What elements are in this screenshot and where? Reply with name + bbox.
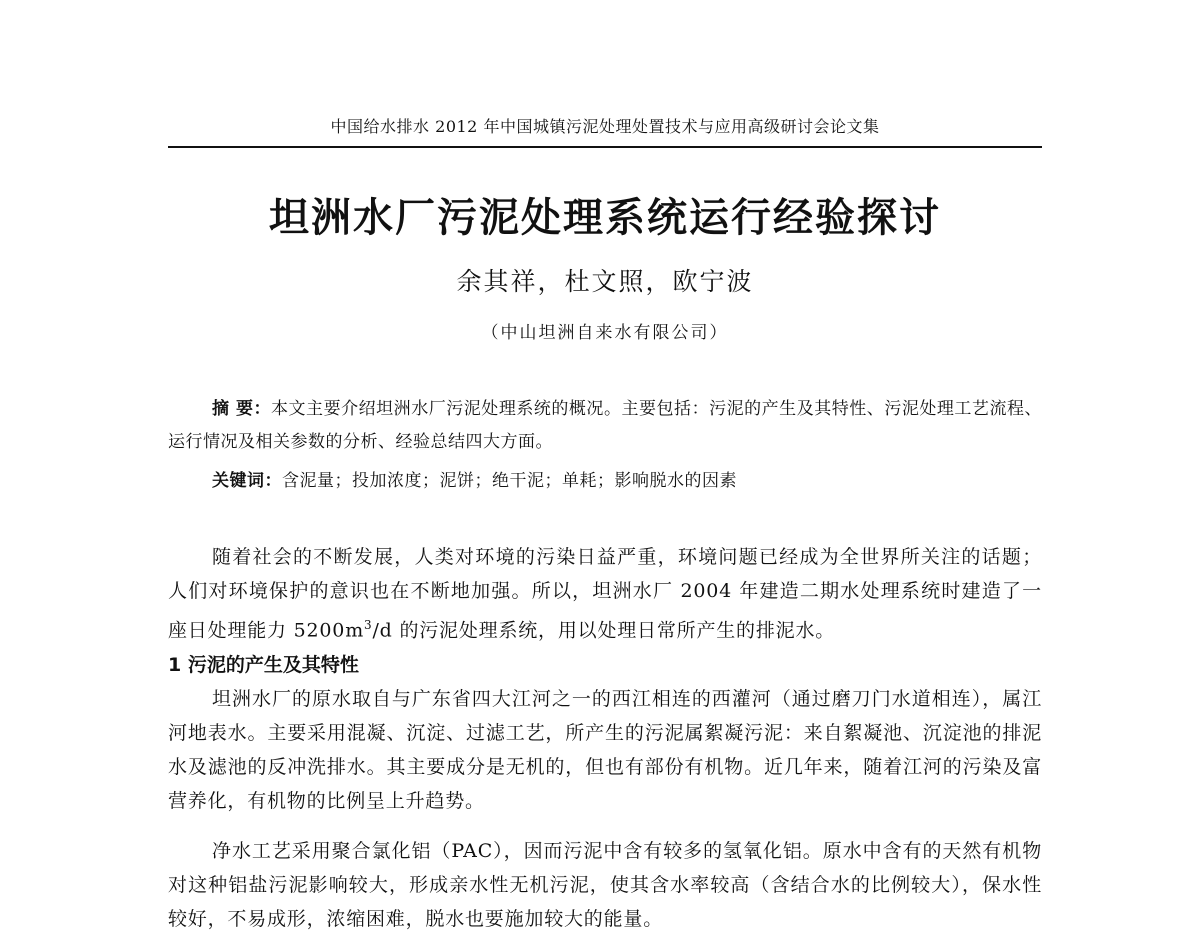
abstract [168,393,1042,459]
abstract-text: 本文主要介绍坦洲水厂污泥处理系统的概况。主要包括：污泥的产生及其特性、污泥处理工艺流程、运行情况及相关参数的分析、经验总结四大方面。 [168,399,1042,452]
keywords-label: 关键词： [212,471,282,491]
authors: 余其祥，杜文照，欧宁波 [456,267,754,296]
abstract-label: 摘 要： [212,399,272,419]
intro-superscript: 3 [364,618,373,632]
intro-text-after: /d 的污泥处理系统，用以处理日常所产生的排泥水。 [372,619,836,642]
keywords [168,465,1042,498]
keywords-text: 含泥量；投加浓度；泥饼；绝干泥；单耗；影响脱水的因素 [282,471,737,491]
running-head: 中国给水排水 2012 年中国城镇污泥处理处置技术与应用高级研讨会论文集 [330,117,880,136]
section-1-paragraph-1: 坦洲水厂的原水取自与广东省四大江河之一的西江相连的西灌河（通过磨刀门水道相连），属江河地表水。主要采用混凝、沉淀、过滤工艺，所产生的污泥属絮凝污泥：来自絮凝池、沉淀池的排泥水及滤池的反冲洗排水。其主要成分是无机的，但也有部份有机物。近几年来，随着江河的污染及富营养化，有机物的比例呈上升趋势。 [168,688,1042,812]
intro-text-before: 随着社会的不断发展，人类对环境的污染日益严重，环境问题已经成为全世界所关注的话题；人们对环境保护的意识也在不断地加强。所以，坦洲水厂 2004 年建造二期水处理系统时建造了一座日处理能力 5200m [168,546,1042,642]
section-1-heading: 1 污泥的产生及其特性 [168,654,359,676]
affiliation: （中山坦洲自来水有限公司） [481,323,729,343]
paper-title: 坦洲水厂污泥处理系统运行经验探讨 [269,195,941,241]
intro-paragraph [168,540,1042,647]
header-rule [168,146,1042,148]
section-1-paragraph-2: 净水工艺采用聚合氯化铝（PAC），因而污泥中含有较多的氢氧化铝。原水中含有的天然有机物对这种铝盐污泥影响较大，形成亲水性无机污泥，使其含水率较高（含结合水的比例较大），保水性较好，不易成形，浓缩困难，脱水也要施加较大的能量。 [168,840,1042,930]
